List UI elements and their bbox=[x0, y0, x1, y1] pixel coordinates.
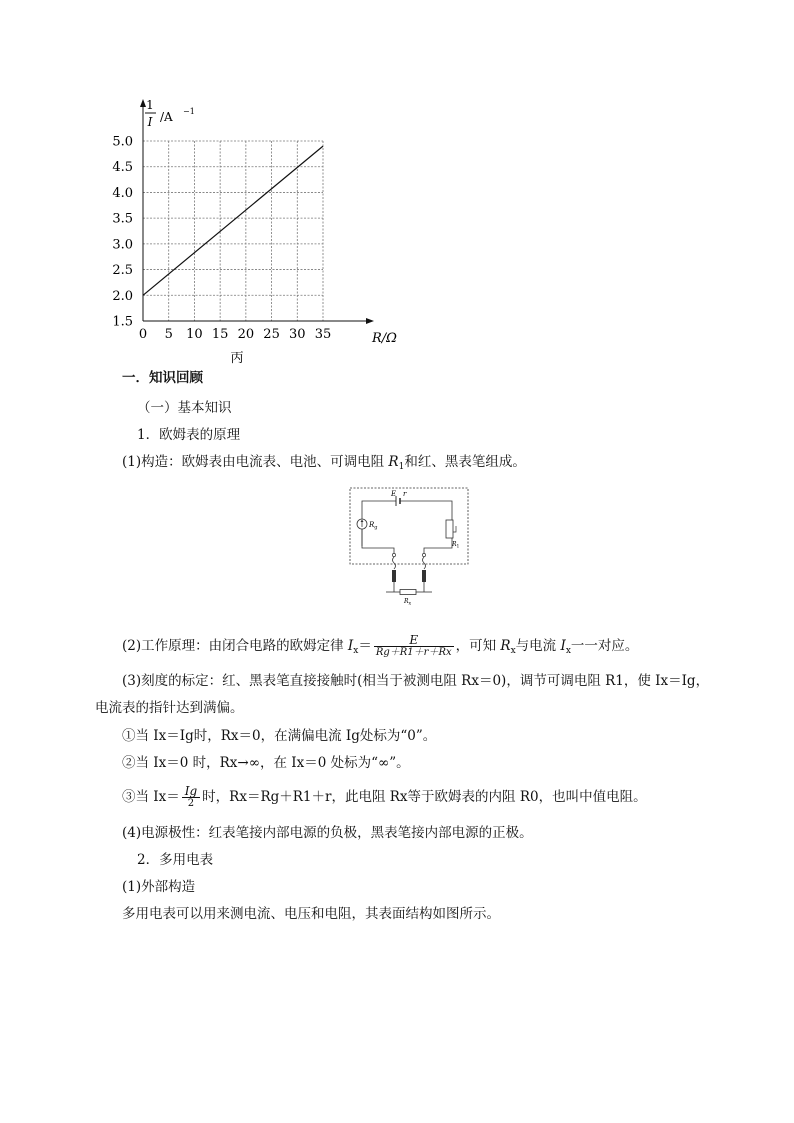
probe-left bbox=[392, 570, 396, 582]
circuit-right-wire bbox=[424, 538, 452, 554]
paragraph-polarity: (4)电源极性：红表笔接内部电源的负极，黑表笔接内部电源的正极。 bbox=[122, 825, 533, 841]
y-label-unit: /A bbox=[160, 110, 173, 124]
case-full-scale: ①当 Ix＝Ig时，Rx＝0，在满偏电流 Ig处标为“0”。 bbox=[122, 728, 437, 744]
x-axis-arrow bbox=[366, 318, 374, 324]
label-r: r bbox=[403, 490, 407, 498]
subsection-title: （一）基本知识 bbox=[137, 400, 232, 416]
y-tick-label: 1.5 bbox=[112, 314, 133, 330]
y-tick-label: 3.0 bbox=[112, 237, 133, 253]
x-tick-label: 15 bbox=[211, 327, 229, 342]
item2-title: 2．多用电表 bbox=[137, 852, 214, 868]
chart-axes bbox=[140, 99, 374, 324]
resistor-Rx bbox=[400, 590, 416, 595]
item1-title: 1．欧姆表的原理 bbox=[137, 427, 241, 443]
half-current-fraction: $\frac{Ig}{2}$ bbox=[182, 785, 200, 810]
y-label-exponent: −1 bbox=[183, 107, 195, 116]
y-axis-arrow bbox=[140, 99, 146, 107]
terminal-left bbox=[392, 553, 395, 556]
y-tick-label: 4.0 bbox=[112, 185, 133, 201]
x-axis-label: R/Ω bbox=[372, 331, 397, 346]
chart-caption: 丙 bbox=[230, 351, 244, 366]
chart-inverse-current-vs-resistance bbox=[100, 95, 420, 370]
label-R1: $R_1$ bbox=[452, 541, 460, 550]
case-zero-current: ②当 Ix＝0 时，Rx→∞，在 Ix＝0 处标为“∞”。 bbox=[122, 755, 410, 771]
x-tick-label: 5 bbox=[164, 327, 173, 342]
ohmmeter-circuit-diagram bbox=[348, 486, 472, 612]
case-half-scale: ③当 Ix＝ $\frac{Ig}{2}$ 时，Rx＝Rg＋R1＋r，此电阻 Rx等于欧姆表的内阻 R0，也叫中值电阻。 bbox=[122, 784, 647, 809]
circuit-left-wire bbox=[362, 529, 394, 554]
y-tick-label: 5.0 bbox=[112, 134, 133, 150]
x-tick-label: 10 bbox=[186, 327, 203, 342]
variable-resistor-R1 bbox=[446, 520, 453, 538]
paragraph-calibration-line1: (3)刻度的标定：红、黑表笔直接接触时(相当于被测电阻 Rx＝0)，调节可调电阻 R1，使 Ix＝Ig， bbox=[122, 673, 710, 689]
y-tick-label: 4.5 bbox=[112, 160, 133, 176]
label-Rg: $R_g$ bbox=[369, 521, 378, 531]
x-tick-label: 0 bbox=[138, 327, 148, 342]
label-E: E bbox=[391, 490, 397, 498]
paragraph-construction: (1)构造：欧姆表由电流表、电池、可调电阻 $R_1$和红、黑表笔组成。 bbox=[122, 454, 526, 472]
section-title: 一．知识回顾 bbox=[122, 370, 203, 386]
series-line bbox=[143, 146, 323, 295]
probe-right bbox=[422, 570, 426, 582]
probe-lead-left bbox=[393, 557, 396, 569]
circuit-top-wire-right bbox=[400, 501, 452, 520]
x-tick-label: 30 bbox=[289, 327, 306, 342]
y-tick-label: 2.0 bbox=[112, 288, 133, 304]
probe-lead-right bbox=[423, 557, 426, 569]
y-label-numerator: 1 bbox=[146, 98, 154, 112]
paragraph-external-structure: (1)外部构造 bbox=[122, 879, 196, 895]
y-label-denominator: I bbox=[147, 115, 153, 129]
y-tick-label: 3.5 bbox=[112, 211, 133, 227]
chart-series bbox=[143, 146, 323, 295]
y-tick-label: 2.5 bbox=[112, 263, 133, 279]
paragraph-calibration-line2: 电流表的指针达到满偏。 bbox=[95, 700, 244, 716]
paragraph-multimeter-description: 多用电表可以用来测电流、电压和电阻，其表面结构如图所示。 bbox=[122, 906, 500, 922]
ohm-law-fraction: $\frac{E}{Rg+R1+r+Rx}$ bbox=[375, 633, 452, 658]
paragraph-working-principle: (2)工作原理：由闭合电路的欧姆定律 $I_x=$ $\frac{E}{Rg+R1+r+Rx}$ ，可知 $R_x$与电流 $I_x$一一对应。 bbox=[122, 633, 639, 658]
terminal-right bbox=[422, 553, 425, 556]
chart-ticks bbox=[112, 135, 331, 343]
x-tick-label: 20 bbox=[237, 327, 255, 342]
x-tick-label: 25 bbox=[263, 327, 280, 342]
x-tick-label: 35 bbox=[314, 327, 332, 342]
label-Rx: $R_x$ bbox=[404, 598, 412, 607]
